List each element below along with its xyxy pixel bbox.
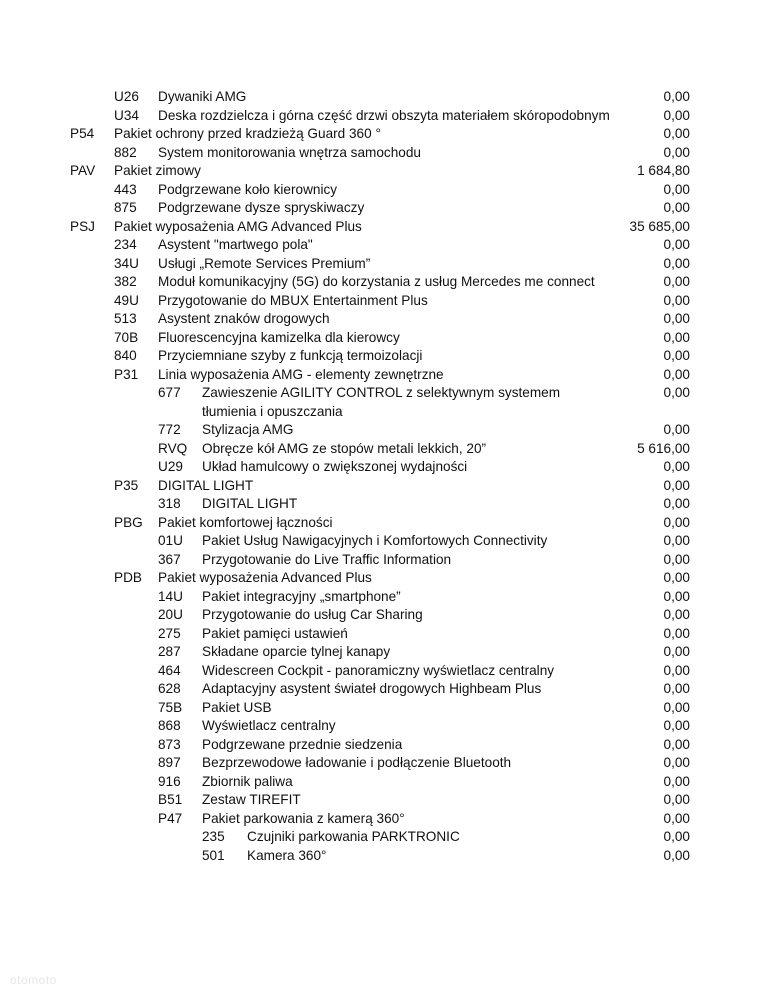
item-description: Kamera 360° <box>247 847 327 863</box>
item-price: 0,00 <box>663 607 690 622</box>
item-code: PAV <box>70 163 96 178</box>
item-price: 0,00 <box>663 329 690 345</box>
item-code: 882 <box>114 144 137 160</box>
item-price: 0,00 <box>663 107 690 123</box>
line-item <box>0 773 770 792</box>
line-item <box>0 736 770 755</box>
line-item <box>0 717 770 736</box>
item-code: P31 <box>114 366 139 382</box>
item-price: 0,00 <box>663 625 690 641</box>
item-description: Linia wyposażenia AMG - elementy zewnętrzne <box>158 366 444 382</box>
item-code: 513 <box>114 311 137 326</box>
item-description: Stylizacja AMG <box>202 422 294 437</box>
item-price: 0,00 <box>663 385 690 400</box>
item-description: Układ hamulcowy o zwiększonej wydajności <box>202 459 468 474</box>
item-description: Czujniki parkowania PARKTRONIC <box>247 829 460 844</box>
line-item <box>0 347 770 366</box>
line-item <box>0 273 770 292</box>
item-code: U26 <box>114 89 139 104</box>
line-item <box>0 440 770 459</box>
item-code: 75B <box>158 699 183 715</box>
line-item <box>0 680 770 699</box>
item-description: Zawieszenie AGILITY CONTROL z selektywnym systemem tłumienia i opuszczania <box>202 385 561 419</box>
item-price: 0,00 <box>663 699 690 715</box>
item-price: 0,00 <box>663 810 690 826</box>
item-code: 916 <box>158 773 181 789</box>
item-description: Pakiet USB <box>202 699 272 715</box>
line-item <box>0 551 770 570</box>
line-item <box>0 162 770 181</box>
line-item <box>0 181 770 200</box>
line-item <box>0 828 770 847</box>
item-code: 275 <box>158 625 181 641</box>
item-code: 234 <box>114 237 137 252</box>
item-price: 0,00 <box>663 644 690 659</box>
item-price: 0,00 <box>663 662 690 678</box>
item-code: 235 <box>202 829 225 844</box>
item-price: 0,00 <box>663 755 690 770</box>
line-item <box>0 329 770 348</box>
item-price: 0,00 <box>663 533 690 548</box>
item-code: U29 <box>158 459 183 474</box>
item-description: Widescreen Cockpit - panoramiczny wyświetlacz centralny <box>202 662 555 678</box>
item-price: 0,00 <box>663 773 690 789</box>
item-description: Pakiet Usług Nawigacyjnych i Komfortowych Connectivity <box>202 533 548 548</box>
line-item <box>0 384 770 421</box>
item-code: P35 <box>114 477 139 493</box>
item-code: P47 <box>158 810 183 826</box>
item-code: 897 <box>158 755 181 770</box>
item-price: 0,00 <box>663 348 690 363</box>
item-price: 0,00 <box>663 274 690 289</box>
item-price: 0,00 <box>663 126 690 141</box>
line-item <box>0 199 770 218</box>
item-price: 0,00 <box>663 181 690 197</box>
item-description: DIGITAL LIGHT <box>202 496 298 511</box>
item-price: 0,00 <box>663 89 690 104</box>
item-description: Podgrzewane przednie siedzenia <box>202 736 403 752</box>
line-item <box>0 532 770 551</box>
item-price: 0,00 <box>663 681 690 696</box>
item-description: Przygotowanie do usług Car Sharing <box>202 607 423 622</box>
item-price: 0,00 <box>663 366 690 382</box>
item-description: Pakiet komfortowej łączności <box>158 514 333 530</box>
item-code: 875 <box>114 200 137 215</box>
item-description: Pakiet wyposażenia AMG Advanced Plus <box>114 218 362 234</box>
line-item <box>0 569 770 588</box>
item-description: Wyświetlacz centralny <box>202 718 336 733</box>
item-code: PSJ <box>70 218 95 234</box>
line-item <box>0 588 770 607</box>
line-item <box>0 477 770 496</box>
item-price: 0,00 <box>663 551 690 567</box>
item-code: 443 <box>114 181 137 197</box>
line-item <box>0 107 770 126</box>
item-price: 0,00 <box>663 311 690 326</box>
item-code: 382 <box>114 274 137 289</box>
line-item <box>0 810 770 829</box>
item-code: 287 <box>158 644 181 659</box>
line-item <box>0 847 770 866</box>
item-code: 49U <box>114 292 139 308</box>
item-price: 0,00 <box>663 459 690 474</box>
line-item <box>0 458 770 477</box>
item-price: 5 616,00 <box>637 440 690 456</box>
item-description: Podgrzewane dysze spryskiwaczy <box>158 200 365 215</box>
item-code: 318 <box>158 496 181 511</box>
item-description: Składane oparcie tylnej kanapy <box>202 644 391 659</box>
item-code: 873 <box>158 736 181 752</box>
line-item <box>0 643 770 662</box>
item-code: P54 <box>70 126 95 141</box>
item-description: Asystent "martwego pola" <box>158 237 313 252</box>
item-description: Adaptacyjny asystent świateł drogowych Highbeam Plus <box>202 681 542 696</box>
item-code: 14U <box>158 588 183 604</box>
item-price: 0,00 <box>663 496 690 511</box>
line-item <box>0 699 770 718</box>
line-item <box>0 754 770 773</box>
item-price: 0,00 <box>663 736 690 752</box>
item-description: Pakiet ochrony przed kradzieżą Guard 360 ° <box>114 126 381 141</box>
line-item <box>0 88 770 107</box>
item-description: Obręcze kół AMG ze stopów metali lekkich, 20” <box>202 440 487 456</box>
item-description: Przygotowanie do Live Traffic Information <box>202 551 452 567</box>
item-description: Dywaniki AMG <box>158 89 247 104</box>
item-code: 868 <box>158 718 181 733</box>
item-description: Pakiet wyposażenia Advanced Plus <box>158 570 372 585</box>
item-description: System monitorowania wnętrza samochodu <box>158 144 421 160</box>
item-description: Podgrzewane koło kierownicy <box>158 181 338 197</box>
line-item <box>0 310 770 329</box>
item-price: 0,00 <box>663 255 690 271</box>
line-item <box>0 218 770 237</box>
item-code: U34 <box>114 107 139 123</box>
item-code: 367 <box>158 551 181 567</box>
item-code: 34U <box>114 255 139 271</box>
item-code: RVQ <box>158 440 188 456</box>
item-code: 464 <box>158 662 181 678</box>
item-price: 0,00 <box>663 847 690 863</box>
item-description: Deska rozdzielcza i górna część drzwi obszyta materiałem skóropodobnym <box>158 107 610 123</box>
item-description: DIGITAL LIGHT <box>158 477 254 493</box>
item-code: 772 <box>158 422 181 437</box>
item-price: 0,00 <box>663 477 690 493</box>
item-description: Zestaw TIREFIT <box>202 792 301 807</box>
item-price: 0,00 <box>663 144 690 160</box>
watermark: otomoto <box>10 973 57 987</box>
item-code: B51 <box>158 792 183 807</box>
line-item <box>0 236 770 255</box>
item-price: 0,00 <box>663 237 690 252</box>
item-price: 0,00 <box>663 588 690 604</box>
line-item <box>0 144 770 163</box>
item-description: Pakiet parkowania z kamerą 360° <box>202 810 405 826</box>
item-description: Asystent znaków drogowych <box>158 311 330 326</box>
item-description: Usługi „Remote Services Premium” <box>158 255 371 271</box>
item-price: 0,00 <box>663 200 690 215</box>
equipment-list <box>0 88 770 865</box>
item-code: 628 <box>158 681 181 696</box>
item-code: PDB <box>114 570 142 585</box>
item-description: Zbiornik paliwa <box>202 773 293 789</box>
item-description: Fluorescencyjna kamizelka dla kierowcy <box>158 329 400 345</box>
item-price: 0,00 <box>663 292 690 308</box>
item-price: 0,00 <box>663 514 690 530</box>
line-item <box>0 514 770 533</box>
line-item <box>0 366 770 385</box>
line-item <box>0 606 770 625</box>
line-item <box>0 125 770 144</box>
item-description: Pakiet pamięci ustawień <box>202 625 348 641</box>
line-item <box>0 791 770 810</box>
item-description: Przyciemniane szyby z funkcją termoizolacji <box>158 348 423 363</box>
item-description: Pakiet integracyjny „smartphone” <box>202 588 401 604</box>
item-code: 840 <box>114 348 137 363</box>
item-price: 0,00 <box>663 422 690 437</box>
item-price: 1 684,80 <box>637 163 690 178</box>
item-price: 0,00 <box>663 792 690 807</box>
item-code: 70B <box>114 329 139 345</box>
item-description: Moduł komunikacyjny (5G) do korzystania z usług Mercedes me connect <box>158 274 595 289</box>
item-price: 0,00 <box>663 570 690 585</box>
line-item <box>0 292 770 311</box>
item-code: 20U <box>158 607 183 622</box>
line-item <box>0 495 770 514</box>
item-code: PBG <box>114 514 143 530</box>
line-item <box>0 662 770 681</box>
line-item <box>0 421 770 440</box>
item-description: Bezprzewodowe ładowanie i podłączenie Bluetooth <box>202 755 512 770</box>
item-price: 0,00 <box>663 829 690 844</box>
item-code: 501 <box>202 847 225 863</box>
line-item <box>0 255 770 274</box>
item-description: Przygotowanie do MBUX Entertainment Plus <box>158 292 428 308</box>
line-item <box>0 625 770 644</box>
item-price: 35 685,00 <box>629 218 690 234</box>
item-code: 01U <box>158 533 183 548</box>
item-price: 0,00 <box>663 718 690 733</box>
item-code: 677 <box>158 385 181 400</box>
item-description: Pakiet zimowy <box>114 163 201 178</box>
